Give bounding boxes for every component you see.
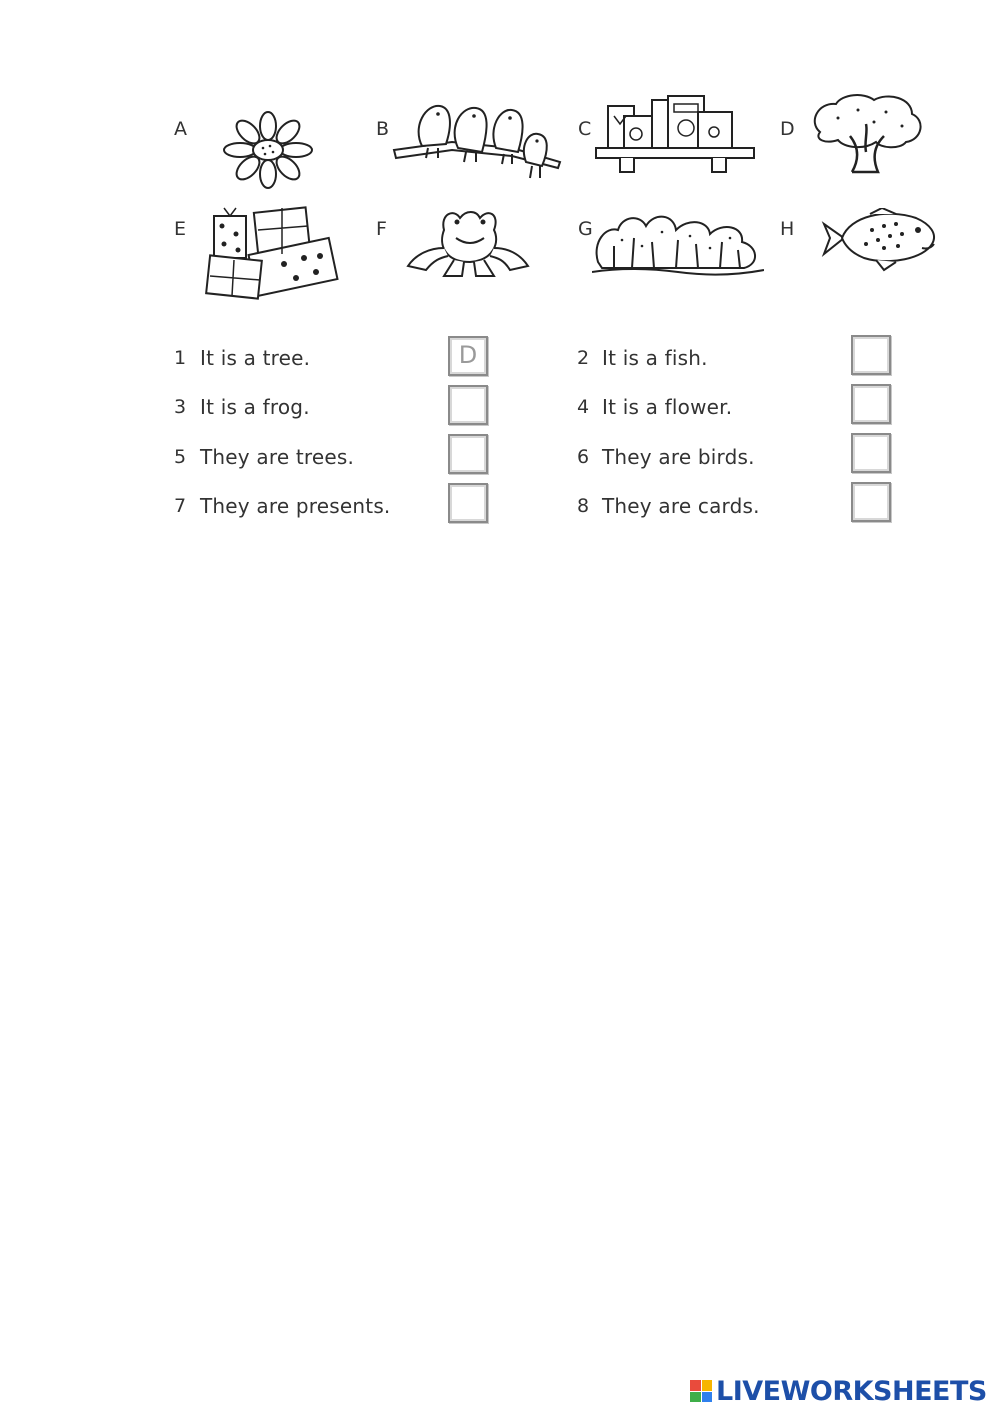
sentence-number: 6 — [577, 446, 590, 468]
sentence-number: 1 — [174, 347, 187, 369]
frog-icon — [404, 204, 532, 280]
answer-box-2[interactable] — [851, 335, 891, 375]
picture-label-b: B — [376, 118, 390, 140]
sentence-number: 3 — [174, 396, 187, 418]
liveworksheets-logo — [690, 1376, 987, 1406]
trees-icon — [592, 202, 764, 282]
sentence-number: 7 — [174, 495, 187, 517]
sentence-text: They are birds. — [602, 445, 755, 469]
sentence-number: 8 — [577, 495, 590, 517]
sentence-text: It is a frog. — [200, 395, 310, 419]
picture-label-c: C — [578, 118, 592, 140]
answer-box-7[interactable] — [448, 483, 488, 523]
logo-mark-icon — [690, 1380, 712, 1402]
answer-box-3[interactable] — [448, 385, 488, 425]
sentence-text: It is a fish. — [602, 346, 708, 370]
answer-box-1[interactable]: D — [448, 336, 488, 376]
picture-label-f: F — [376, 218, 387, 240]
logo-text: LIVEWORKSHEETS — [716, 1375, 987, 1407]
sentence-number: 2 — [577, 347, 590, 369]
sentence-text: They are presents. — [200, 494, 391, 518]
sentence-text: It is a flower. — [602, 395, 733, 419]
picture-label-h: H — [780, 218, 795, 240]
picture-label-e: E — [174, 218, 187, 240]
presents-icon — [204, 198, 340, 302]
tree-icon — [808, 92, 928, 176]
sentence-text: It is a tree. — [200, 346, 311, 370]
birds-icon — [392, 96, 564, 196]
flower-icon — [218, 110, 318, 190]
answer-box-6[interactable] — [851, 433, 891, 473]
sentence-number: 5 — [174, 446, 187, 468]
sentence-text: They are trees. — [200, 445, 355, 469]
sentence-number: 4 — [577, 396, 590, 418]
picture-label-a: A — [174, 118, 187, 140]
picture-label-g: G — [578, 218, 593, 240]
picture-label-d: D — [780, 118, 795, 140]
answer-box-5[interactable] — [448, 434, 488, 474]
sentence-text: They are cards. — [602, 494, 760, 518]
fish-icon — [820, 208, 940, 272]
answer-box-8[interactable] — [851, 482, 891, 522]
cards-icon — [594, 94, 758, 178]
answer-box-4[interactable] — [851, 384, 891, 424]
